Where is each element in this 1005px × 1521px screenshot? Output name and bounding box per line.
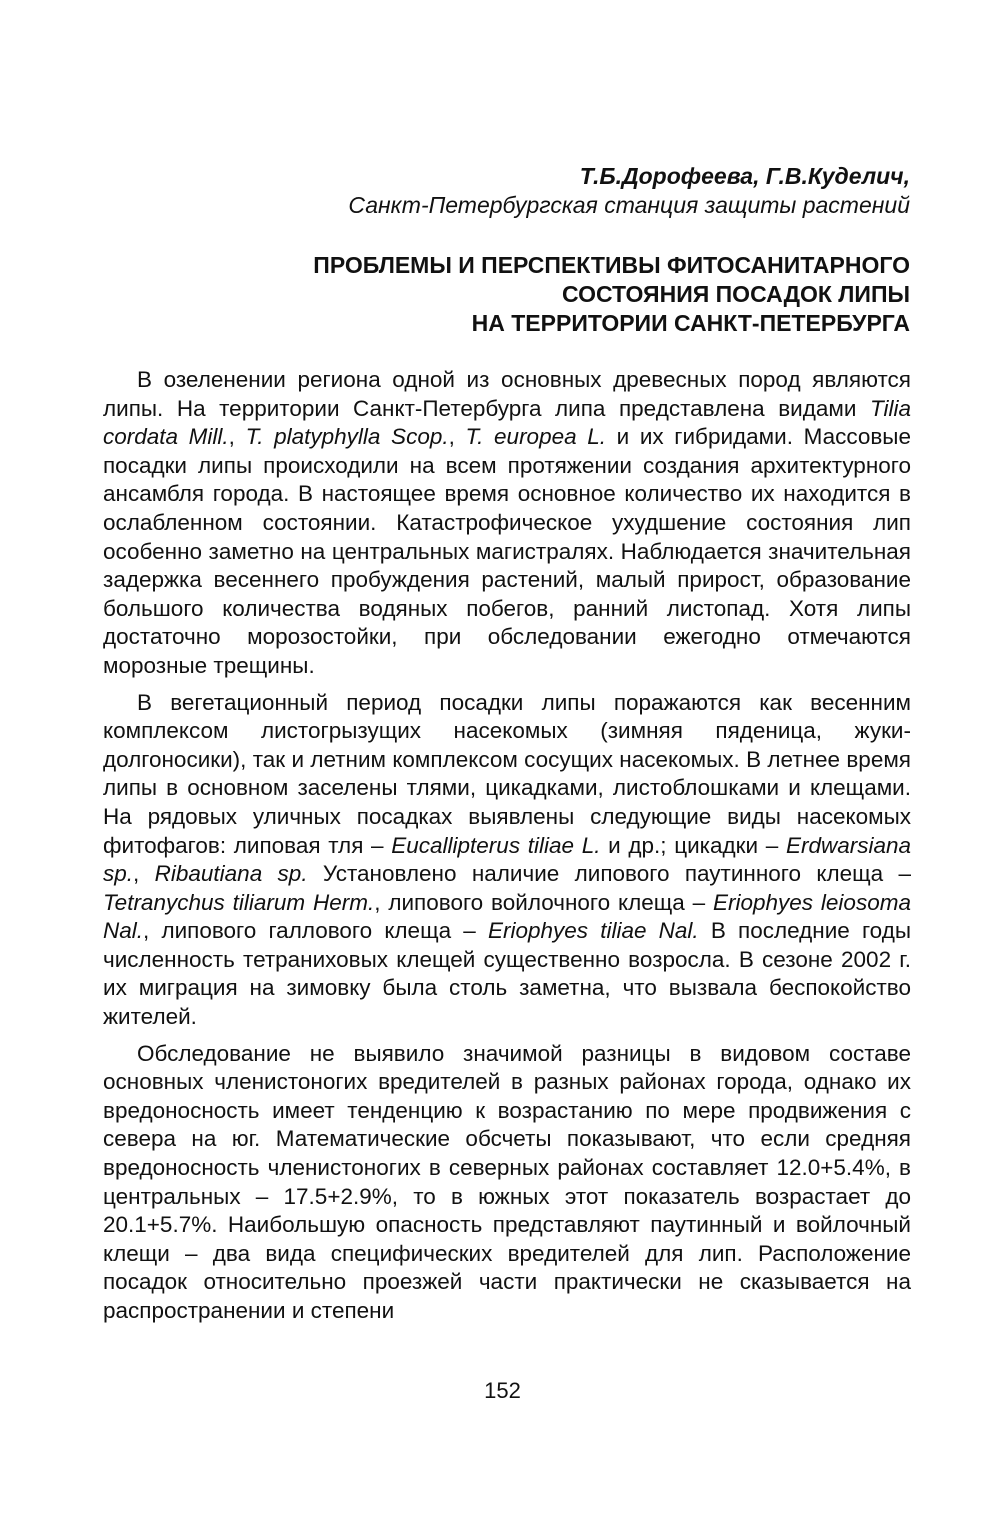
- text-run: В последние годы численность тетраниховых клещей существенно возросла. В сезоне 2002 г. их миграция на зимовку была столь заметна, что вызвала беспокойство жителей.: [103, 918, 912, 1030]
- species-name: Eriophyes leiosoma Nal.: [103, 889, 911, 944]
- species-name: Eriophyes tiliae Nal.: [487, 918, 699, 944]
- text-run: В озеленении региона одной из основных древесных пород являются липы. На территории Санкт-Петербурга липа представлена видами: [103, 367, 911, 421]
- text-run: , липового войлочного клеща –: [374, 889, 713, 915]
- species-name: Ribautiana sp.: [154, 861, 308, 887]
- text-run: и их гибридами. Массовые посадки липы происходили на всем протяжении создания архитектурного ансамбля города. В настоящее время основное количество их находится в ослабленном состоянии. Катастрофическое ухудшение состояния лип особенно заметно на центральных магистралях. Наблюдается значительная задержка весеннего пробуждения растений, малый прирост, образование большого количества водяных побегов, ранний листопад. Хотя липы достаточно морозостойки, при обследовании ежегодно отмечаются морозные трещины.: [103, 424, 911, 678]
- text-run: и др.; цикадки –: [600, 832, 786, 858]
- text-run: Установлено наличие липового паутинного клеща –: [307, 861, 911, 887]
- text-run: ,: [448, 424, 466, 450]
- species-name: T. europea L.: [465, 424, 607, 450]
- text-run: Обследование не выявило значимой разницы в видовом составе основных членистоногих вредителей в разных районах города, однако их вредоносность имеет тенденцию к возрастанию по мере продвижения с севера на юг. Математические обсчеты показывают, что если средняя вредоносность членистоногих в северных районах составляет 12.0+5.4%, в центральных – 17.5+2.9%, то в южных этот показатель возрастает до 20.1+5.7%. Наибольшую опасность представляют паутинный и войлочный клещи – два вида специфических вредителей для лип. Расположение посадок относительно проезжей части практически не сказывается на распространении и степени: [103, 1040, 911, 1323]
- page-number: 152: [484, 1378, 521, 1403]
- species-name: Eucallipterus tiliae L.: [391, 832, 601, 858]
- species-name: Erdwarsiana sp.: [103, 832, 911, 887]
- authors: Т.Б.Дорофеева, Г.В.Куделич,: [579, 163, 910, 189]
- article-body: [103, 366, 911, 1334]
- title-line-1: ПРОБЛЕМЫ И ПЕРСПЕКТИВЫ ФИТОСАНИТАРНОГО: [313, 252, 910, 278]
- paragraph-2: [103, 689, 911, 1032]
- title-line-2: СОСТОЯНИЯ ПОСАДОК ЛИПЫ: [562, 281, 910, 307]
- paragraph-3: [103, 1040, 911, 1326]
- article-title: [110, 251, 910, 338]
- text-run: , липового галлового клеща –: [143, 918, 488, 944]
- author-block: [110, 162, 910, 220]
- paragraph-1: [103, 366, 911, 681]
- species-name: Tetranychus tiliarum Herm.: [103, 889, 375, 915]
- affiliation: Санкт-Петербургская станция защиты растений: [348, 192, 910, 218]
- text-run: ,: [133, 861, 155, 887]
- title-line-3: НА ТЕРРИТОРИИ САНКТ-ПЕТЕРБУРГА: [471, 310, 910, 336]
- species-name: Tilia cordata Mill.: [103, 395, 911, 450]
- text-run: В вегетационный период посадки липы поражаются как весенним комплексом листогрызущих насекомых (зимняя пяденица, жуки-долгоносики), так и летним комплексом сосущих насекомых. В летнее время липы в основном заселены тлями, цикадками, листоблошками и клещами. На рядовых уличных посадках выявлены следующие виды насекомых фитофагов: липовая тля –: [103, 689, 911, 858]
- species-name: T. platyphylla Scop.: [245, 424, 449, 450]
- text-run: ,: [228, 424, 246, 450]
